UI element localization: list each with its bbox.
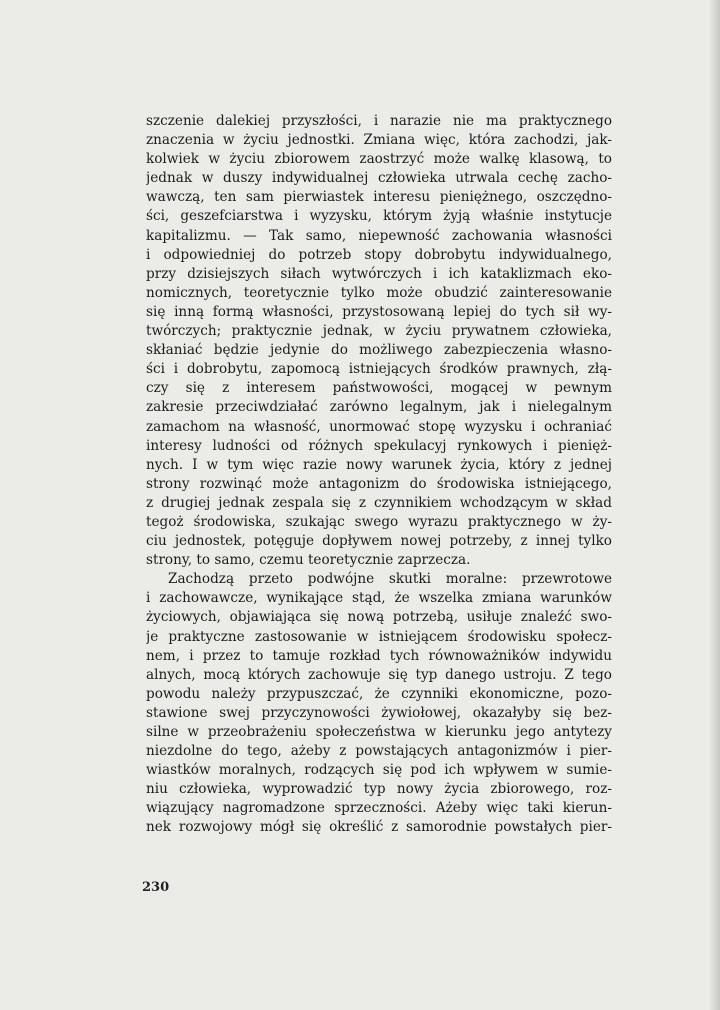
text-line: życiowych, objawiająca się nową potrzebą, usiłuje znaleźć swo- (146, 609, 612, 626)
text-line: wiązujący nagromadzone sprzeczności. Ażeby więc taki kierun- (146, 800, 612, 817)
text-line: skłaniać będzie jedynie do możliwego zabezpieczenia własno- (146, 342, 612, 359)
text-line: z drugiej jednak zespala się z czynnikiem wchodzącym w skład (146, 494, 612, 511)
page-number: 230 (142, 880, 170, 895)
text-line: niu człowieka, wyprowadzić typ nowy życia zbiorowego, roz- (146, 781, 612, 798)
text-line: ciu jednostek, potęguje dopływem nowej potrzeby, z innej tylko (146, 533, 612, 550)
text-line: niezdolne do tego, ażeby z powstających antagonizmów i pier- (146, 743, 612, 760)
text-line: Zachodzą przeto podwójne skutki moralne: przewrotowe (168, 571, 612, 588)
text-line: szczenie dalekiej przyszłości, i narazie nie ma praktycznego (146, 113, 612, 129)
text-line: powodu należy przypuszczać, że czynniki ekonomiczne, pozo- (146, 685, 612, 702)
text-line: zamachom na własność, unormować stopę wyzysku i ochraniać (146, 418, 612, 435)
page-edge-shadow (710, 0, 720, 1010)
body-text (146, 112, 612, 838)
text-line: nomicznych, teoretycznie tylko może obudzić zainteresowanie (146, 284, 612, 301)
text-line: silne w przeobrażeniu społeczeństwa w kierunku jego antytezy (146, 724, 612, 740)
text-line: stawione swej przyczynowości żywiołowej, okazałyby się bez- (146, 704, 612, 721)
text-line: nek rozwojowy mógł się określić z samorodnie powstałych pier- (146, 819, 612, 836)
text-line: ści i dobrobytu, zapomocą istniejących środków prawnych, złą- (146, 361, 612, 378)
text-line: jednak w duszy indywidualnej człowieka utrwala cechę zacho- (146, 170, 612, 187)
text-line: nych. I w tym więc razie nowy warunek życia, który z jednej (146, 456, 612, 473)
text-line: wiastków moralnych, rodzących się pod ich wpływem w sumie- (146, 762, 612, 779)
text-line: kolwiek w życiu zbiorowem zaostrzyć może walkę klasową, to (146, 151, 612, 168)
text-line: tegoż środowiska, szukając swego wyrazu praktycznego w ży- (146, 513, 612, 530)
text-line: strony, to samo, czemu teoretycznie zaprzecza. (146, 552, 471, 569)
text-line: alnych, mocą których zachowuje się typ danego ustroju. Z tego (146, 666, 612, 683)
text-line: ści, geszefciarstwa i wyzysku, którym żyją właśnie instytucje (146, 208, 612, 225)
text-line: je praktyczne zastosowanie w istniejącem środowisku społecz- (146, 628, 612, 645)
text-line: czy się z interesem państwowości, mogącej w pewnym (146, 380, 612, 397)
text-line: i odpowiedniej do potrzeb stopy dobrobytu indywidualnego, (146, 246, 612, 263)
text-line: wawczą, ten sam pierwiastek interesu pieniężnego, oszczędno- (146, 189, 612, 206)
text-line: interesy ludności od różnych spekulacyj rynkowych i pienięż- (146, 437, 612, 454)
text-line: i zachowawcze, wynikające stąd, że wszelka zmiana warunków (146, 590, 612, 607)
text-line: twórczych; praktycznie jednak, w życiu prywatnem człowieka, (146, 323, 612, 340)
text-line: strony rozwinąć może antagonizm do środowiska istniejącego, (146, 475, 612, 492)
text-line: się inną formą własności, przystosowaną lepiej do tych sił wy- (146, 303, 612, 320)
text-line: nem, i przez to tamuje rozkład tych równoważników indywidu (146, 647, 612, 664)
text-line: zakresie przeciwdziałać zarówno legalnym, jak i nielegalnym (146, 399, 612, 416)
text-line: kapitalizmu. — Tak samo, niepewność zachowania własności (146, 227, 612, 244)
text-line: przy dzisiejszych siłach wytwórczych i ich kataklizmach eko- (146, 265, 612, 282)
text-line: znaczenia w życiu jednostki. Zmiana więc, która zachodzi, jak- (146, 132, 612, 149)
